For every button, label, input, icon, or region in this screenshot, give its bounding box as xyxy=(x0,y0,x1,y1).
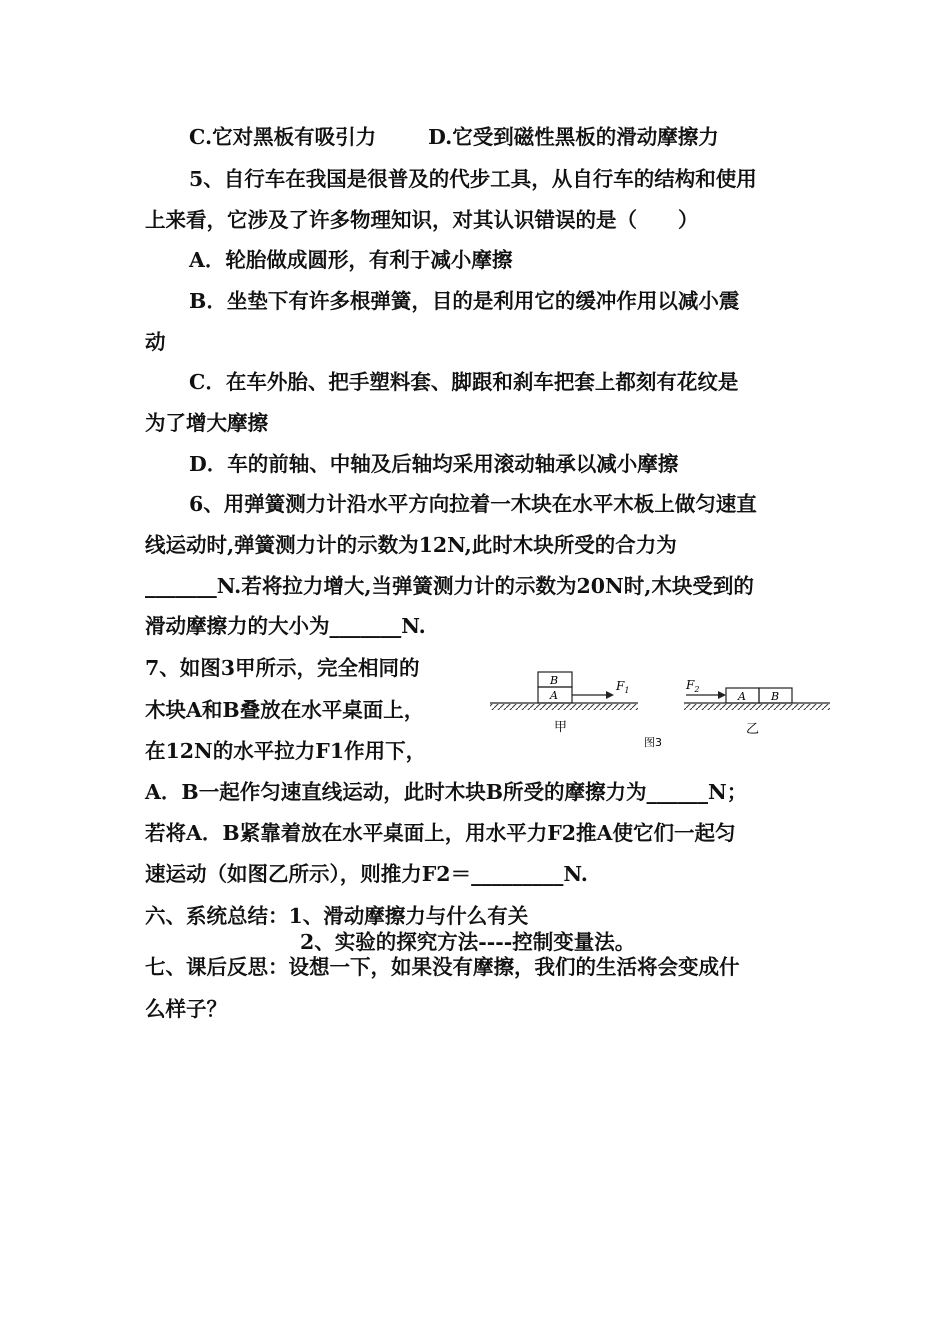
q4-option-d: D.它受到磁性黑板的滑动摩擦力 xyxy=(428,125,719,149)
ground-hatch-left xyxy=(490,704,638,710)
q5-option-a: A．轮胎做成圆形，有利于减小摩擦 xyxy=(189,248,513,272)
q5-option-b-line1: B．坐垫下有许多根弹簧，目的是利用它的缓冲作用以减小震 xyxy=(189,289,740,313)
q5-option-c-line2: 为了增大摩擦 xyxy=(145,411,268,435)
figure-left-setup xyxy=(490,672,638,735)
q6-line4: 滑动摩擦力的大小为_______N. xyxy=(145,614,426,638)
q5-stem-line1: 5、自行车在我国是很普及的代步工具，从自行车的结构和使用 xyxy=(189,167,757,191)
q5-option-c-line1: C．在车外胎、把手塑料套、脚跟和刹车把套上都刻有花纹是 xyxy=(189,370,739,394)
label-jia: 甲 xyxy=(554,720,568,735)
force-f2-label: $F_2$ xyxy=(686,678,700,694)
reflection-line1: 七、课后反思：设想一下，如果没有摩擦，我们的生活将会变成什 xyxy=(145,955,740,979)
q7-line4: A．B一起作匀速直线运动，此时木块B所受的摩擦力为______N； xyxy=(145,780,748,804)
summary-line2: 2、实验的探究方法----控制变量法。 xyxy=(300,930,636,954)
q7-line5: 若将A．B紧靠着放在水平桌面上，用水平力F2推A使它们一起匀 xyxy=(145,821,736,845)
q6-line1: 6、用弹簧测力计沿水平方向拉着一木块在水平木板上做匀速直 xyxy=(189,492,757,516)
q5-stem-line2: 上来看，它涉及了许多物理知识，对其认识错误的是（ ） xyxy=(145,208,699,232)
q6-line2: 线运动时,弹簧测力计的示数为12N,此时木块所受的合力为 xyxy=(145,533,677,557)
q7-line1: 7、如图3甲所示，完全相同的 xyxy=(145,656,420,680)
force-f1-label: $F_1$ xyxy=(616,679,630,695)
q4-option-c: C.它对黑板有吸引力 xyxy=(189,125,377,149)
figure-caption: 图3 xyxy=(644,736,662,749)
figure-right-setup xyxy=(684,678,830,737)
ground-hatch-right xyxy=(684,704,830,710)
q5-option-d: D．车的前轴、中轴及后轴均采用滚动轴承以减小摩擦 xyxy=(189,452,679,476)
label-yi: 乙 xyxy=(746,722,760,737)
force-f2-arrowhead xyxy=(718,691,726,699)
block2-b-label: B xyxy=(771,690,780,703)
block-b-label: B xyxy=(550,674,559,687)
q7-line6: 速运动（如图乙所示），则推力F2＝_________N. xyxy=(145,862,588,886)
q7-line2: 木块A和B叠放在水平桌面上， xyxy=(145,698,425,722)
force-f1-arrowhead xyxy=(606,691,614,699)
q6-line3: _______N.若将拉力增大,当弹簧测力计的示数为20N时,木块受到的 xyxy=(145,574,754,598)
q5-option-b-line2: 动 xyxy=(145,330,166,354)
summary-line1: 六、系统总结：1、滑动摩擦力与什么有关 xyxy=(145,904,529,928)
figure-3 xyxy=(488,666,834,752)
block-a-label: A xyxy=(550,689,558,702)
reflection-line2: 么样子？ xyxy=(145,997,227,1021)
q7-line3: 在12N的水平拉力F1作用下， xyxy=(145,739,427,763)
q4-options-cd xyxy=(189,124,719,150)
block2-a-label: A xyxy=(738,690,746,703)
